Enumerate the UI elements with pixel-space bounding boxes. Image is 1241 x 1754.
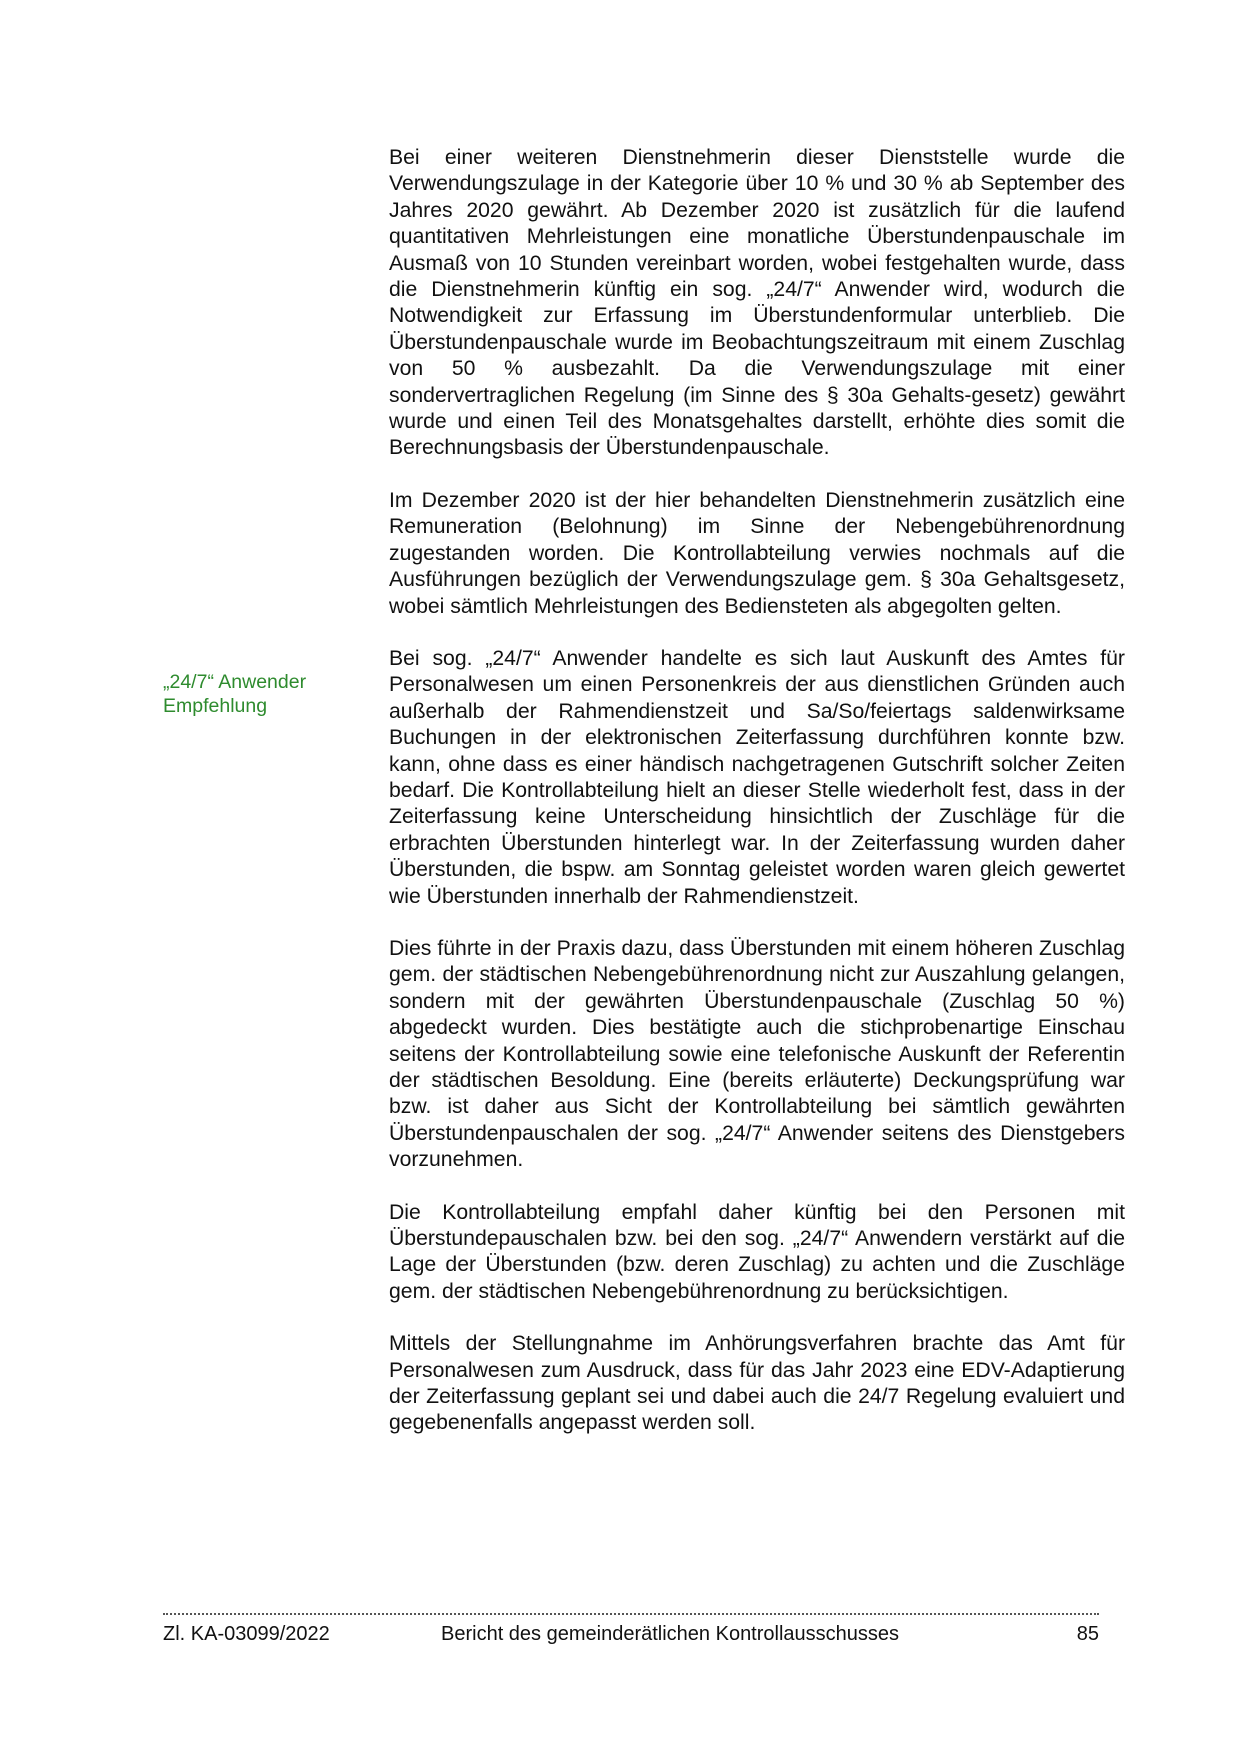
paragraph-1: Bei einer weiteren Dienstnehmerin dieser Dienststelle wurde die Verwendungszulage in der Kategorie über 10 % und 30 % ab September des Jahres 2020 gewährt. Ab Dezember 2020 ist zusätzlich für die laufend quantitativen Mehrleistungen eine monatliche Überstundenpauschale im Ausmaß von 10 Stunden vereinbart worden, wobei festgehalten wurde, dass die Dienstnehmerin künftig ein sog. „24/7“ Anwender wird, wodurch die Notwendigkeit zur Erfassung im Überstundenformular unterblieb. Die Überstundenpauschale wurde im Beobachtungszeitraum mit einem Zuschlag von 50 % ausbezahlt. Da die Verwendungszulage mit einer sondervertraglichen Regelung (im Sinne des § 30a Gehalts-gesetz) gewährt wurde und einen Teil des Monatsgehaltes darstellt, erhöhte dies somit die Berechnungsbasis der Überstundenpauschale. — [389, 146, 1125, 460]
margin-note-topic: „24/7“ Anwender — [163, 671, 307, 693]
paragraph-3: Bei sog. „24/7“ Anwender handelte es sich laut Auskunft des Amtes für Personalwesen um einen Personenkreis der aus dienstlichen Gründen auch außerhalb der Rahmendienstzeit und Sa/So/feiertags saldenwirksame Buchungen in der elektronischen Zeiterfassung durchführen konnte bzw. kann, ohne dass es einer händisch nachgetragenen Gutschrift solcher Zeiten bedarf. Die Kontrollabteilung hielt an dieser Stelle wiederholt fest, dass in der Zeiterfassung keine Unterscheidung hinsichtlich der Zuschläge für die erbrachten Überstunden hinterlegt war. In der Zeiterfassung wurden daher Überstunden, die bspw. am Sonntag geleistet worden waren gleich gewertet wie Überstunden innerhalb der Rahmendienstzeit. — [389, 646, 1125, 908]
footer-title: Bericht des gemeinderätlichen Kontrollausschusses — [441, 1623, 900, 1645]
page-footer — [163, 1620, 1099, 1648]
margin-note-recommendation: Empfehlung — [163, 695, 268, 717]
paragraph-6: Mittels der Stellungnahme im Anhörungsverfahren brachte das Amt für Personalwesen zum Ausdruck, dass für das Jahr 2023 eine EDV-Adaptierung der Zeiterfassung geplant sei und dabei auch die 24/7 Regelung evaluiert und gegebenenfalls angepasst werden soll. — [389, 1332, 1125, 1435]
paragraph-5: Die Kontrollabteilung empfahl daher künftig bei den Personen mit Überstundepauschalen bzw. bei den sog. „24/7“ Anwendern verstärkt auf die Lage der Überstunden (bzw. deren Zuschlag) zu achten und die Zuschläge gem. der städtischen Nebengebührenordnung zu berücksichtigen. — [389, 1200, 1125, 1303]
footer-reference: Zl. KA-03099/2022 — [163, 1623, 330, 1645]
page-number: 85 — [1076, 1623, 1099, 1645]
paragraph-2: Im Dezember 2020 ist der hier behandelten Dienstnehmerin zusätzlich eine Remuneration (Belohnung) im Sinne der Nebengebührenordnung zugestanden worden. Die Kontrollabteilung verwies nochmals auf die Ausführungen bezüglich der Verwendungszulage gem. § 30a Gehaltsgesetz, wobei sämtlich Mehrleistungen des Bediensteten als abgegolten gelten. — [389, 488, 1125, 618]
paragraph-4: Dies führte in der Praxis dazu, dass Überstunden mit einem höheren Zuschlag gem. der städtischen Nebengebührenordnung nicht zur Auszahlung gelangen, sondern mit der gewährten Überstundenpauschale (Zuschlag 50 %) abgedeckt wurden. Dies bestätigte auch die stichprobenartige Einschau seitens der Kontrollabteilung sowie eine telefonische Auskunft der Referentin der städtischen Besoldung. Eine (bereits erläuterte) Deckungsprüfung war bzw. ist daher aus Sicht der Kontrollabteilung bei sämtlich gewährten Überstundenpauschalen der sog. „24/7“ Anwender seitens des Dienstgebers vorzunehmen. — [389, 936, 1125, 1172]
footer-divider — [163, 1613, 1099, 1615]
main-text-column — [389, 145, 1125, 1463]
margin-note — [163, 670, 363, 718]
